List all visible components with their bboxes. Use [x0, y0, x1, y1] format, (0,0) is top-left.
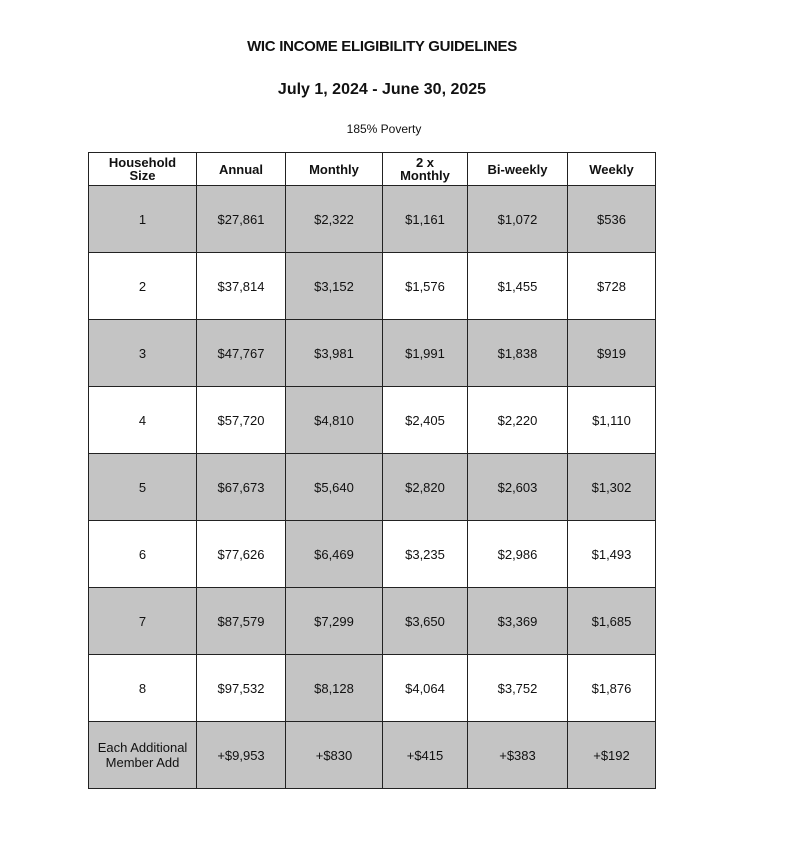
- table-row: [89, 253, 656, 320]
- header-annual: Annual: [197, 153, 286, 186]
- cell-twice-monthly: $1,161: [383, 186, 468, 253]
- header-household-size: Household Size: [89, 153, 197, 186]
- cell-weekly: +$192: [568, 722, 656, 789]
- cell-weekly: $728: [568, 253, 656, 320]
- cell-biweekly: $3,752: [468, 655, 568, 722]
- cell-annual: +$9,953: [197, 722, 286, 789]
- cell-size: 1: [89, 186, 197, 253]
- cell-weekly: $1,876: [568, 655, 656, 722]
- cell-monthly: $4,810: [286, 387, 383, 454]
- cell-twice-monthly: +$415: [383, 722, 468, 789]
- cell-additional-label: Each Additional Member Add: [89, 722, 197, 789]
- cell-biweekly: $2,220: [468, 387, 568, 454]
- cell-annual: $67,673: [197, 454, 286, 521]
- table-row: [89, 320, 656, 387]
- cell-twice-monthly: $3,235: [383, 521, 468, 588]
- table-row: [89, 521, 656, 588]
- cell-weekly: $1,493: [568, 521, 656, 588]
- cell-size: 3: [89, 320, 197, 387]
- cell-size: 8: [89, 655, 197, 722]
- cell-monthly: $3,981: [286, 320, 383, 387]
- cell-annual: $27,861: [197, 186, 286, 253]
- cell-weekly: $919: [568, 320, 656, 387]
- cell-annual: $77,626: [197, 521, 286, 588]
- cell-weekly: $536: [568, 186, 656, 253]
- table-row: [89, 655, 656, 722]
- cell-size: 4: [89, 387, 197, 454]
- table-row: [89, 186, 656, 253]
- poverty-level: 185% Poverty: [346, 122, 422, 136]
- table-row: [89, 588, 656, 655]
- cell-biweekly: $2,603: [468, 454, 568, 521]
- cell-weekly: $1,110: [568, 387, 656, 454]
- date-range: July 1, 2024 - June 30, 2025: [277, 81, 487, 98]
- table-row-additional-member: [89, 722, 656, 789]
- cell-annual: $97,532: [197, 655, 286, 722]
- cell-twice-monthly: $1,576: [383, 253, 468, 320]
- table-row: [89, 454, 656, 521]
- table-row: [89, 387, 656, 454]
- cell-size: 5: [89, 454, 197, 521]
- cell-size: 2: [89, 253, 197, 320]
- cell-biweekly: $1,072: [468, 186, 568, 253]
- cell-monthly: $2,322: [286, 186, 383, 253]
- cell-weekly: $1,302: [568, 454, 656, 521]
- cell-monthly: +$830: [286, 722, 383, 789]
- cell-twice-monthly: $3,650: [383, 588, 468, 655]
- cell-biweekly: $1,455: [468, 253, 568, 320]
- cell-biweekly: +$383: [468, 722, 568, 789]
- header-twice-monthly: 2 x Monthly: [383, 153, 468, 186]
- header-weekly: Weekly: [568, 153, 656, 186]
- cell-monthly: $3,152: [286, 253, 383, 320]
- header-biweekly: Bi-weekly: [468, 153, 568, 186]
- cell-biweekly: $2,986: [468, 521, 568, 588]
- cell-size: 7: [89, 588, 197, 655]
- income-guidelines-table: [88, 152, 656, 789]
- cell-annual: $87,579: [197, 588, 286, 655]
- cell-twice-monthly: $4,064: [383, 655, 468, 722]
- document-title: WIC INCOME ELIGIBILITY GUIDELINES: [247, 38, 517, 55]
- cell-twice-monthly: $2,820: [383, 454, 468, 521]
- cell-biweekly: $1,838: [468, 320, 568, 387]
- cell-weekly: $1,685: [568, 588, 656, 655]
- cell-twice-monthly: $1,991: [383, 320, 468, 387]
- cell-monthly: $8,128: [286, 655, 383, 722]
- header-row: [89, 153, 656, 186]
- cell-biweekly: $3,369: [468, 588, 568, 655]
- cell-monthly: $6,469: [286, 521, 383, 588]
- header-monthly: Monthly: [286, 153, 383, 186]
- cell-twice-monthly: $2,405: [383, 387, 468, 454]
- cell-annual: $57,720: [197, 387, 286, 454]
- cell-monthly: $7,299: [286, 588, 383, 655]
- cell-annual: $47,767: [197, 320, 286, 387]
- cell-monthly: $5,640: [286, 454, 383, 521]
- cell-size: 6: [89, 521, 197, 588]
- cell-annual: $37,814: [197, 253, 286, 320]
